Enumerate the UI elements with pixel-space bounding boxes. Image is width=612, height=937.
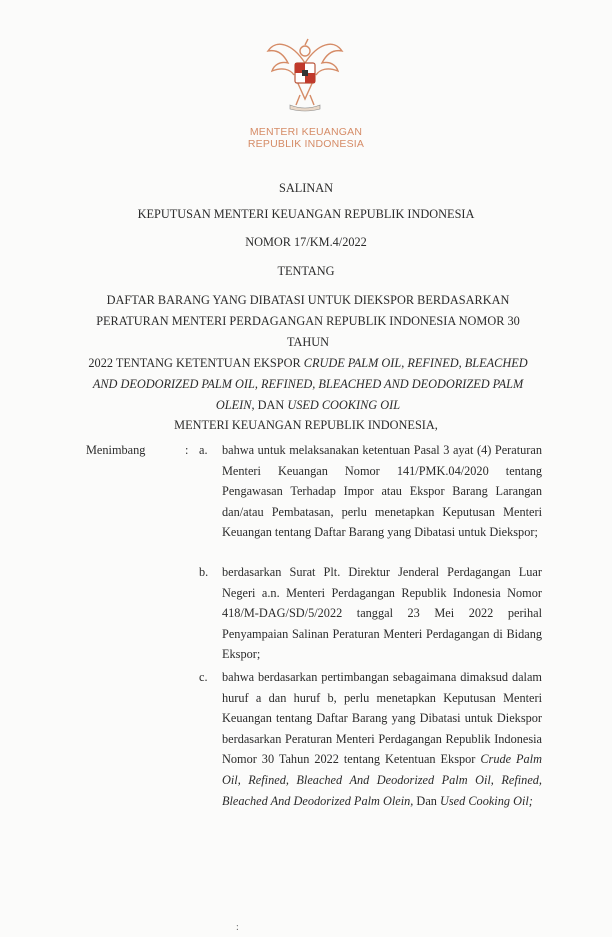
subject-line-2: PERATURAN MENTERI PERDAGANGAN REPUBLIK INDONESIA NOMOR 30 TAHUN [96, 314, 520, 349]
minister-heading: MENTERI KEUANGAN REPUBLIK INDONESIA, [174, 418, 438, 432]
item-a-text: bahwa untuk melaksanakan ketentuan Pasal 3 ayat (4) Peraturan Menteri Keuangan Nomor 141/PMK.04/2020 tentang Pengawasan Terhadap Impor atau Ekspor Barang Larangan dan/atau Pembatasan, perlu menetapkan Keputusan Menteri Keuangan tentang Daftar Barang yang Dibatasi untuk Diekspor; [222, 443, 542, 540]
ministry-name-line2: REPUBLIK INDONESIA [247, 138, 365, 150]
menimbang-colon: : [185, 443, 189, 457]
subject-line-4: AND DEODORIZED PALM OIL, REFINED, BLEACHED AND DEODORIZED PALM [92, 377, 524, 391]
decree-title: KEPUTUSAN MENTERI KEUANGAN REPUBLIK INDONESIA [137, 207, 475, 221]
menimbang-label: Menimbang [86, 443, 146, 457]
garuda-emblem-icon [262, 33, 348, 113]
item-b-text: berdasarkan Surat Plt. Direktur Jenderal Perdagangan Luar Negeri a.n. Menteri Perdagangan Republik Indonesia Nomor 418/M-DAG/SD/5/2022 tanggal 23 Mei 2022 perihal Penyampaian Salinan Peraturan Menteri Perdagangan di Bidang Ekspor; [222, 565, 542, 662]
item-b-letter: b. [199, 565, 209, 579]
decree-subject [78, 290, 538, 416]
item-a-letter: a. [199, 443, 208, 457]
ministry-name-line1: MENTERI KEUANGAN [249, 126, 363, 138]
salinan-label: SALINAN [279, 181, 333, 195]
decree-number: NOMOR 17/KM.4/2022 [245, 235, 367, 249]
item-c-text: bahwa berdasarkan pertimbangan sebagaimana dimaksud dalam huruf a dan huruf b, perlu menetapkan Keputusan Menteri Keuangan tentang Daftar Barang yang Dibatasi untuk Diekspor berdasarkan Peraturan Menteri Perdagangan Republik Indonesia Nomor 30 Tahun 2022 tentang Ketentuan Ekspor Crude Palm Oil, Refined, Bleached And Deodorized Palm Oil, Refined, Bleached And Deodorized Palm Olein, Dan Used Cooking Oil; [222, 670, 542, 808]
subject-line-5: OLEIN, DAN USED COOKING OIL [215, 398, 401, 412]
subject-line-3: 2022 TENTANG KETENTUAN EKSPOR CRUDE PALM OIL, REFINED, BLEACHED [88, 356, 528, 370]
item-c-letter: c. [199, 670, 208, 684]
tentang-label: TENTANG [277, 264, 335, 278]
page-continuation-mark: : [236, 922, 239, 933]
subject-line-1: DAFTAR BARANG YANG DIBATASI UNTUK DIEKSPOR BERDASARKAN [106, 293, 510, 307]
